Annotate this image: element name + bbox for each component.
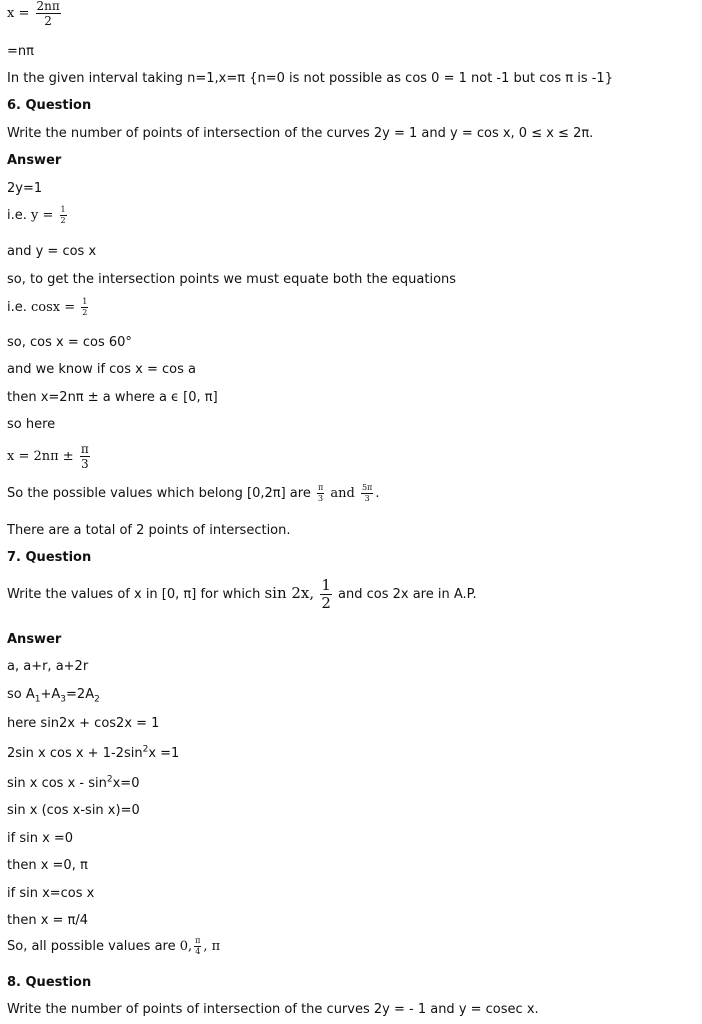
q7-step-2-a: so A: [7, 687, 35, 702]
q6-step-10-den: 3: [80, 457, 89, 471]
q7-heading: 7. Question: [7, 550, 92, 565]
q6-step-2-text: i.e.: [7, 208, 27, 223]
q6-step-7: and we know if cos x = cos a: [7, 362, 196, 377]
q7-step-2-b: +A: [40, 687, 61, 702]
q7-step-4-b: x =1: [148, 746, 180, 761]
q7-question-fraction: [320, 578, 332, 611]
q7-step-2-sub-3: 3: [60, 694, 67, 705]
q6-step-11-den-1: 3: [318, 494, 324, 503]
q7-step-3: here sin2x + cos2x = 1: [7, 716, 160, 731]
q7-question-post: and cos 2x are in A.P.: [338, 587, 477, 602]
q7-step-11-b: , π: [203, 939, 221, 954]
q6-step-5: [7, 298, 90, 317]
q6-step-5-num: 1: [82, 297, 88, 306]
q6-step-10-num: π: [80, 442, 89, 456]
q6-step-11: [7, 484, 379, 503]
q6-step-10: [7, 443, 92, 470]
q6-step-11-and: and: [330, 486, 355, 501]
q5-conclusion: In the given interval taking n=1,x=π {n=0 is not possible as cos 0 = 1 not -1 but cos π is -1}: [7, 71, 613, 86]
q7-step-5-a: sin x cos x - sin: [7, 776, 107, 791]
q7-step-4-sup: 2: [142, 744, 149, 755]
q7-question: [7, 578, 477, 611]
q7-step-6: sin x (cos x-sin x)=0: [7, 803, 140, 818]
q7-question-pre: Write the values of x in [0, π] for which: [7, 587, 261, 602]
q6-step-1: 2y=1: [7, 181, 43, 196]
q7-step-8: then x =0, π: [7, 858, 88, 873]
q5-equation-2: =nπ: [7, 44, 34, 59]
q7-step-11-num: π: [195, 936, 201, 945]
q6-step-5-text: i.e.: [7, 300, 27, 315]
q6-step-10-lhs: x = 2nπ ±: [7, 449, 74, 464]
q6-step-5-fraction: [81, 298, 88, 317]
q6-step-11-end: .: [375, 486, 380, 501]
q6-step-11-fraction-2: [361, 484, 373, 503]
q7-step-2-sub-2: 2: [94, 694, 100, 705]
q7-step-11: [7, 937, 220, 956]
q7-step-10: then x = π/4: [7, 913, 89, 928]
q7-question-expr: sin 2x,: [264, 584, 315, 602]
q7-step-11-text: So, all possible values are: [7, 939, 176, 954]
q6-step-11-num-1: π: [317, 483, 324, 492]
q7-answer-label: Answer: [7, 632, 62, 647]
q5-eq1-denominator: 2: [44, 14, 52, 28]
q5-eq1-fraction: [36, 0, 61, 27]
q6-step-8: then x=2nπ ± a where a ϵ [0, π]: [7, 390, 218, 405]
q7-question-den: 2: [321, 594, 331, 612]
q6-answer-label: Answer: [7, 153, 62, 168]
q6-step-2-lhs: y =: [31, 208, 54, 223]
q7-question-num: 1: [321, 576, 331, 594]
q6-step-9: so here: [7, 417, 56, 432]
q7-step-5-sup: 2: [106, 774, 113, 785]
q7-step-4-a: 2sin x cos x + 1-2sin: [7, 746, 143, 761]
q7-step-4: [7, 746, 179, 761]
q7-step-11-fraction: [194, 937, 201, 956]
q7-step-2-sub-1: 1: [34, 694, 41, 705]
q7-step-2-c: =2A: [66, 687, 95, 702]
q5-equation-1: [7, 0, 63, 27]
q6-step-6: so, cos x = cos 60°: [7, 335, 132, 350]
q6-step-11-den-2: 3: [364, 494, 370, 503]
q6-heading: 6. Question: [7, 98, 92, 113]
q6-step-5-lhs: cosx =: [31, 300, 76, 315]
q6-step-11-fraction-1: [317, 484, 324, 503]
q6-step-11-num-2: 5π: [361, 483, 373, 492]
q5-eq1-numerator: 2nπ: [36, 0, 60, 13]
q6-step-2-num: 1: [60, 205, 66, 214]
q7-step-9: if sin x=cos x: [7, 886, 95, 901]
q6-step-11-text: So the possible values which belong [0,2π] are: [7, 486, 311, 501]
q7-step-1: a, a+r, a+2r: [7, 659, 89, 674]
q6-step-2-den: 2: [60, 216, 66, 225]
q6-step-12: There are a total of 2 points of intersection.: [7, 523, 291, 538]
q6-question: Write the number of points of intersection of the curves 2y = 1 and y = cos x, 0 ≤ x ≤ 2π.: [7, 126, 594, 141]
q7-step-5-b: x=0: [112, 776, 140, 791]
q7-step-5: [7, 776, 139, 791]
q7-step-11-a: 0,: [179, 939, 193, 954]
q6-step-5-den: 2: [82, 308, 88, 317]
q8-question: Write the number of points of intersection of the curves 2y = - 1 and y = cosec x.: [7, 1002, 539, 1017]
q6-step-10-fraction: [80, 443, 90, 470]
q5-eq1-lhs: x =: [7, 6, 30, 21]
q7-step-7: if sin x =0: [7, 831, 74, 846]
q6-step-2-fraction: [60, 206, 67, 225]
q6-step-4: so, to get the intersection points we must equate both the equations: [7, 272, 457, 287]
q6-step-3: and y = cos x: [7, 244, 97, 259]
q7-step-11-den: 4: [195, 947, 201, 956]
q6-step-2: [7, 206, 69, 225]
q7-step-2: [7, 687, 100, 705]
q8-heading: 8. Question: [7, 975, 92, 990]
